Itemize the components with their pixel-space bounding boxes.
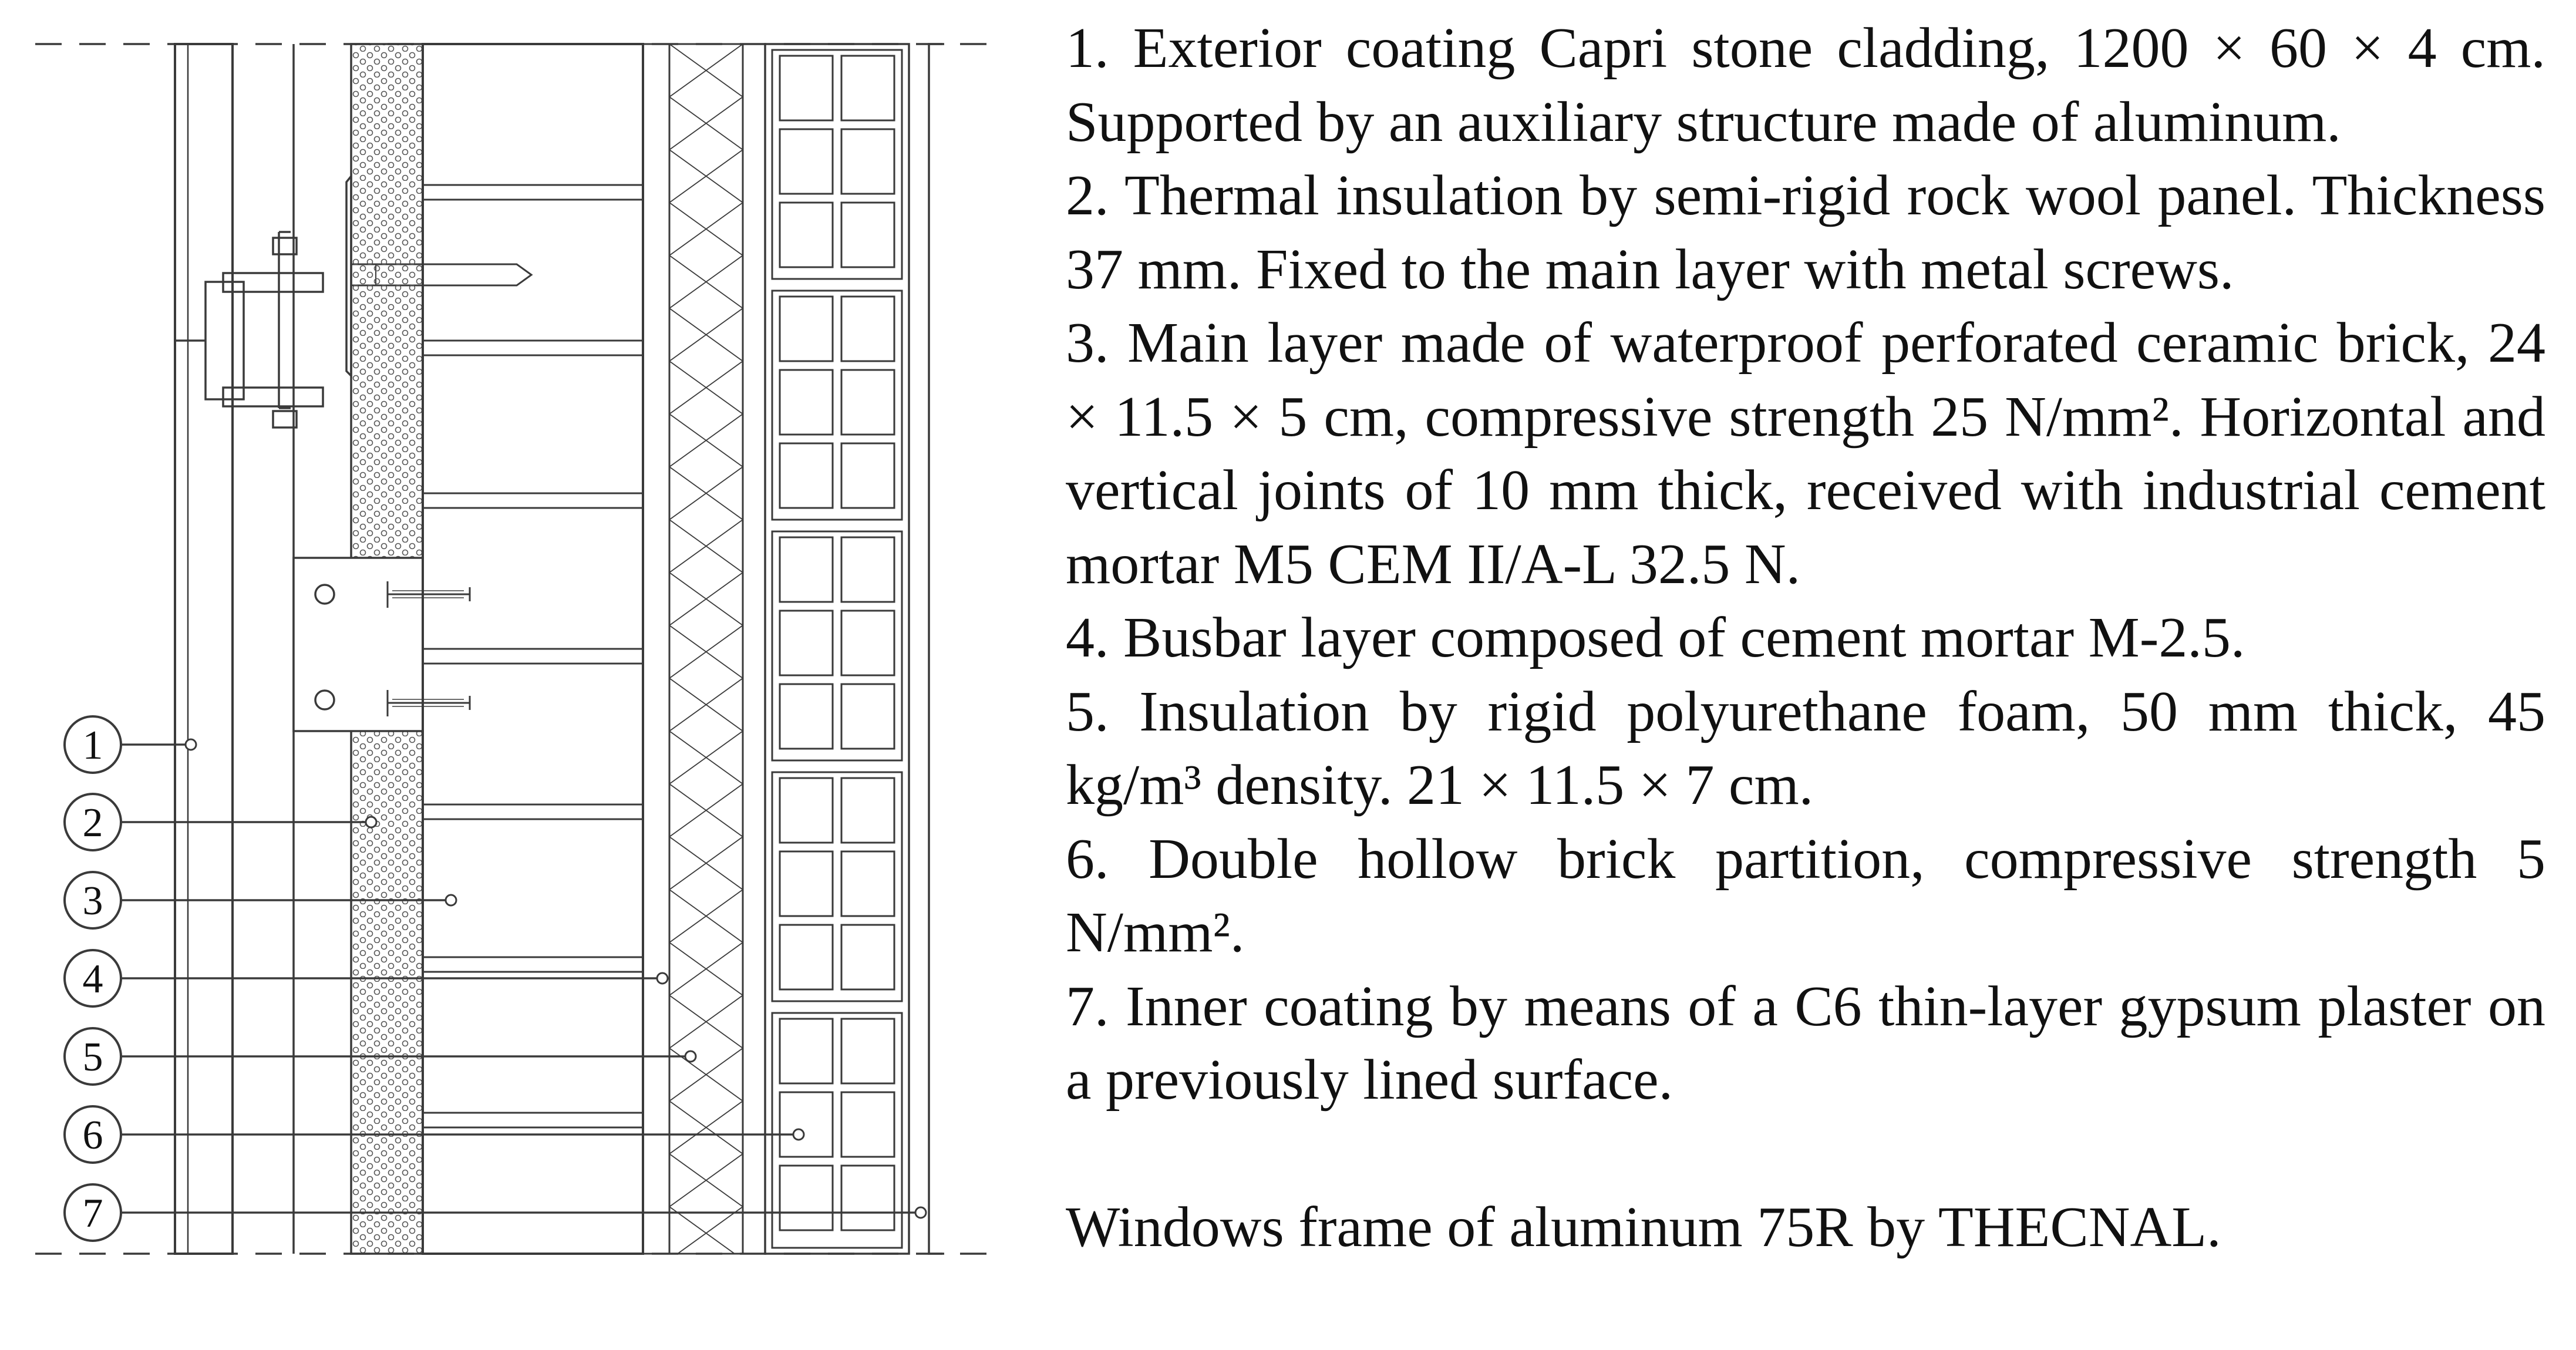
stone-cladding-layer (175, 44, 233, 1254)
legend-item-7: 7. Inner coating by means of a C6 thin-layer gypsum plaster on a previously lined surface. (1066, 974, 2545, 1112)
callout-number-7: 7 (82, 1191, 103, 1236)
callout-number-5: 5 (82, 1035, 103, 1080)
brick-joints (423, 185, 643, 1127)
callout-target-dot-2 (366, 817, 376, 827)
callout-number-6: 6 (82, 1113, 103, 1158)
anchor-bracket (294, 558, 470, 731)
callout-number-2: 2 (82, 800, 103, 846)
legend-item-5: 5. Insulation by rigid polyurethane foam, 50 mm thick, 45 kg/m³ density. 21 × 11.5 × 7 cm. (1066, 679, 2545, 817)
cement-mortar-layer (643, 44, 669, 1254)
callout-number-4: 4 (82, 957, 103, 1002)
callout-target-dot-6 (793, 1129, 804, 1140)
window-frame-note: Windows frame of aluminum 75R by THECNAL. (1066, 1195, 2221, 1259)
callout-target-dot-4 (657, 973, 668, 984)
gypsum-plaster-layer (929, 44, 944, 1254)
legend-item-2: 2. Thermal insulation by semi-rigid rock wool panel. Thickness 37 mm. Fixed to the main layer with metal screws. (1066, 164, 2545, 301)
callout-target-dot-1 (186, 739, 196, 750)
callout-group (65, 716, 926, 1241)
wall-section-drawing (0, 0, 1028, 1350)
callout-number-1: 1 (82, 723, 103, 768)
hollow-brick-partition-layer (765, 44, 909, 1254)
legend-item-6: 6. Double hollow brick partition, compressive strength 5 N/mm². (1066, 827, 2545, 964)
legend (1066, 12, 2545, 1322)
callout-target-dot-5 (685, 1051, 696, 1062)
callout-target-dot-7 (915, 1207, 926, 1218)
hollow-brick-cells (772, 50, 902, 1248)
callout-number-3: 3 (82, 878, 103, 924)
callout-target-dot-3 (446, 895, 456, 905)
legend-item-1: 1. Exterior coating Capri stone cladding, 1200 × 60 × 4 cm. Supported by an auxiliary structure made of aluminum. (1066, 16, 2545, 154)
legend-item-4: 4. Busbar layer composed of cement mortar M-2.5. (1066, 606, 2245, 669)
polyurethane-foam-layer (669, 44, 743, 1254)
legend-item-3: 3. Main layer made of waterproof perforated ceramic brick, 24 × 11.5 × 5 cm, compressive strength 25 N/mm². Horizontal and vertical joints of 10 mm thick, received with industrial cement mortar M5 CEM II/A-L 32.5 N. (1066, 311, 2545, 596)
foam-hatching (669, 44, 743, 1254)
